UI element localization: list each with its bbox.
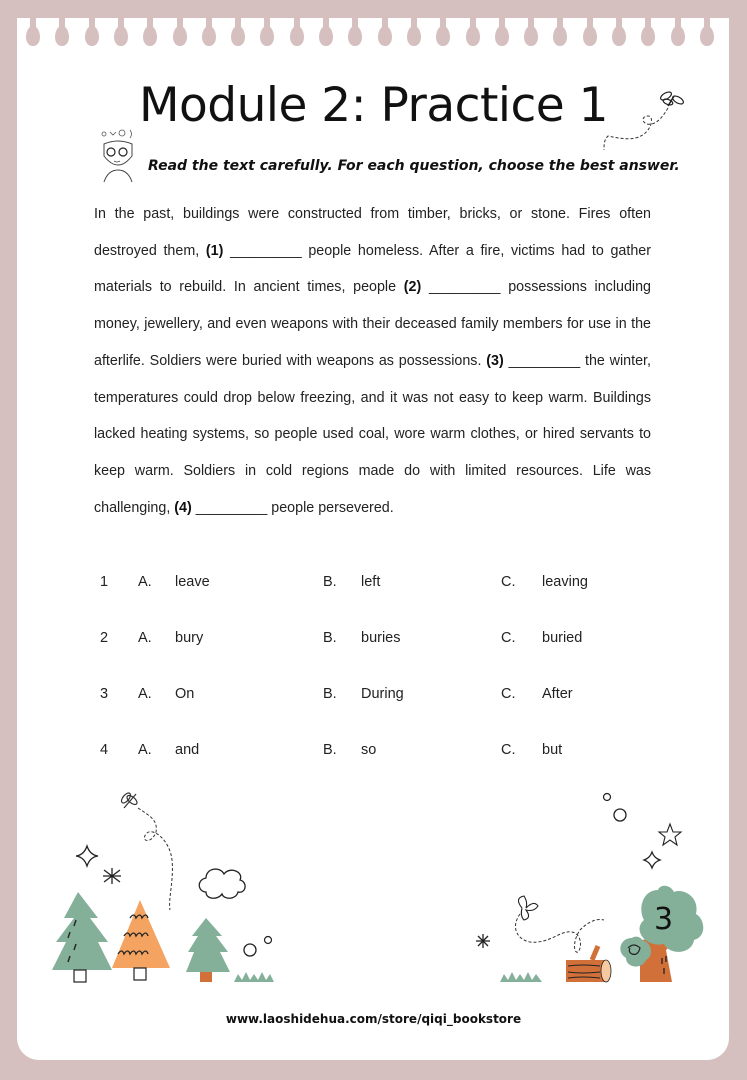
question-row — [94, 678, 654, 734]
binder-hole — [143, 26, 157, 46]
blank-label: (4) — [174, 499, 192, 516]
option-text[interactable]: After — [542, 686, 573, 702]
option-text[interactable]: leaving — [542, 574, 588, 590]
reading-passage — [94, 196, 651, 526]
instruction-text: Read the text carefully. For each question, choose the best answer. — [148, 158, 680, 174]
passage-text: In the past, buildings were constructed from timber, bricks, or stone. Fires often destroyed them, — [94, 206, 651, 259]
bubble-icon — [614, 809, 626, 821]
binder-hole — [700, 26, 714, 46]
option-letter[interactable]: A. — [138, 630, 152, 646]
option-letter[interactable]: C. — [501, 630, 516, 646]
binder-hole — [524, 26, 538, 46]
blank-label: (1) — [205, 242, 224, 259]
cloud-icon — [199, 869, 245, 898]
bubble-icon — [604, 794, 611, 801]
log-icon — [566, 946, 611, 982]
binder-hole — [583, 26, 597, 46]
passage-text: people persevered. — [267, 499, 394, 516]
option-letter[interactable]: C. — [501, 574, 516, 590]
forest-illustration-right — [460, 780, 720, 1000]
option-letter[interactable]: B. — [323, 742, 337, 758]
passage-text: possessions including money, jewellery, and even weapons with their deceased family members for use in the afterlife. Soldiers were buried with weapons as possessions. — [94, 279, 651, 369]
question-number: 1 — [100, 574, 109, 590]
binder-hole — [290, 26, 304, 46]
asterisk-icon — [476, 934, 490, 948]
dragonfly-icon — [596, 84, 696, 164]
binder-hole — [348, 26, 362, 46]
passage-text: the winter, temperatures could drop below freezing, and it was not easy to keep warm. Buildings lacked heating systems, so people used coal, wore warm clothes, or hired servants to keep warm. Soldiers in cold regions made do with limited resources. Life was challenging, — [94, 352, 651, 516]
girl-avatar-icon — [96, 128, 140, 184]
page-title: Module 2: Practice 1 — [138, 78, 609, 133]
question-number: 2 — [100, 630, 109, 646]
option-text[interactable]: buried — [542, 630, 583, 646]
binder-hole — [436, 26, 450, 46]
option-letter[interactable]: A. — [138, 574, 152, 590]
question-number: 4 — [100, 742, 109, 758]
bubble-icon — [265, 937, 272, 944]
binder-hole — [466, 26, 480, 46]
binder-hole — [671, 26, 685, 46]
binder-hole — [202, 26, 216, 46]
question-row — [94, 622, 654, 678]
question-number: 3 — [100, 686, 109, 702]
binder-hole — [612, 26, 626, 46]
option-text[interactable]: During — [361, 686, 404, 702]
asterisk-icon — [103, 868, 121, 884]
binder-hole — [231, 26, 245, 46]
question-row — [94, 566, 654, 622]
sparkle-icon — [644, 852, 660, 868]
star-icon — [659, 824, 681, 845]
option-letter[interactable]: B. — [323, 686, 337, 702]
option-text[interactable]: buries — [361, 630, 401, 646]
option-text[interactable]: leave — [175, 574, 210, 590]
option-text[interactable]: left — [361, 574, 381, 590]
blank-label: (3) — [486, 352, 504, 369]
answer-blank[interactable]: _________ — [230, 242, 302, 259]
binder-hole — [85, 26, 99, 46]
orange-tree-icon — [112, 900, 170, 980]
footer-url[interactable]: www.laoshidehua.com/store/qiqi_bookstore — [225, 1012, 522, 1026]
pine-tree-icon — [52, 892, 112, 982]
binder-hole — [55, 26, 69, 46]
option-letter[interactable]: B. — [323, 630, 337, 646]
binder-hole — [173, 26, 187, 46]
binder-hole — [641, 26, 655, 46]
option-text[interactable]: and — [175, 742, 200, 758]
option-letter[interactable]: C. — [501, 686, 516, 702]
option-text[interactable]: On — [175, 686, 195, 702]
small-pine-tree-icon — [186, 918, 230, 982]
binder-hole — [378, 26, 392, 46]
question-list — [94, 566, 654, 790]
bubble-icon — [244, 944, 256, 956]
binder-hole — [260, 26, 274, 46]
binder-holes — [17, 18, 729, 48]
binder-hole — [319, 26, 333, 46]
option-text[interactable]: but — [542, 742, 563, 758]
blank-label: (2) — [403, 279, 422, 296]
option-text[interactable]: bury — [175, 630, 204, 646]
option-letter[interactable]: C. — [501, 742, 516, 758]
option-letter[interactable]: B. — [323, 574, 337, 590]
passage-text: people homeless. After a fire, victims had to gather materials to rebuild. In ancient times, people — [94, 242, 651, 296]
forest-illustration-left — [40, 780, 340, 1000]
page-number: 3 — [654, 902, 674, 937]
dragonfly-icon — [120, 791, 139, 808]
binder-hole — [114, 26, 128, 46]
option-letter[interactable]: A. — [138, 742, 152, 758]
binder-hole — [553, 26, 567, 46]
binder-hole — [26, 26, 40, 46]
binder-hole — [495, 26, 509, 46]
option-letter[interactable]: A. — [138, 686, 152, 702]
answer-blank[interactable]: _________ — [428, 279, 501, 296]
answer-blank[interactable]: _________ — [508, 352, 581, 369]
binder-hole — [407, 26, 421, 46]
sparkle-icon — [76, 846, 98, 866]
answer-blank[interactable]: _________ — [195, 499, 268, 516]
butterfly-icon — [518, 896, 538, 920]
option-text[interactable]: so — [361, 742, 377, 758]
grass-icon — [234, 972, 274, 982]
grass-icon — [500, 972, 542, 982]
